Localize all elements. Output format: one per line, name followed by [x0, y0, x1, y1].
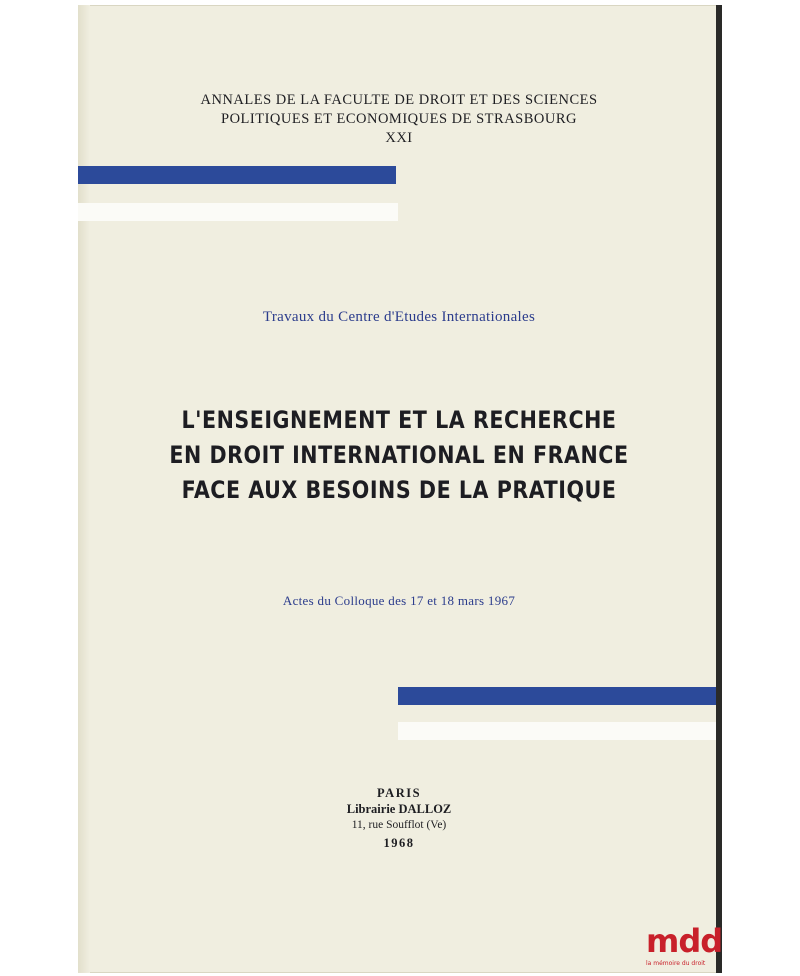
lower-blue-band — [398, 687, 720, 705]
page-edge-shadow — [716, 5, 722, 973]
book-cover — [78, 5, 720, 973]
book-title — [123, 403, 675, 508]
series-line-2: POLITIQUES ET ECONOMIQUES DE STRASBOURG — [221, 111, 577, 127]
series-heading — [78, 91, 720, 148]
logo-tagline: la mémoire du droit — [646, 960, 706, 967]
title-line-2: EN DROIT INTERNATIONAL EN FRANCE — [169, 441, 629, 469]
lower-white-band — [398, 722, 720, 740]
mdd-logo — [646, 924, 724, 974]
logo-text: mdd — [646, 922, 723, 960]
publisher-city: PARIS — [376, 786, 422, 800]
publisher-address: 11, rue Soufflot (Ve) — [351, 819, 447, 831]
publisher-block — [78, 785, 720, 851]
publisher-name: Librairie DALLOZ — [346, 802, 452, 816]
series-line-1: ANNALES DE LA FACULTE DE DROIT ET DES SCIENCES — [200, 92, 598, 108]
title-line-1: L'ENSEIGNEMENT ET LA RECHERCHE — [181, 406, 617, 434]
title-line-3: FACE AUX BESOINS DE LA PRATIQUE — [181, 476, 617, 504]
upper-blue-band — [78, 166, 396, 184]
upper-white-band — [78, 203, 398, 221]
proceedings-subtitle: Actes du Colloque des 17 et 18 mars 1967 — [282, 593, 516, 608]
volume-number: XXI — [385, 130, 413, 146]
collection-name: Travaux du Centre d'Etudes Internationales — [262, 309, 536, 325]
publication-year: 1968 — [383, 836, 415, 850]
